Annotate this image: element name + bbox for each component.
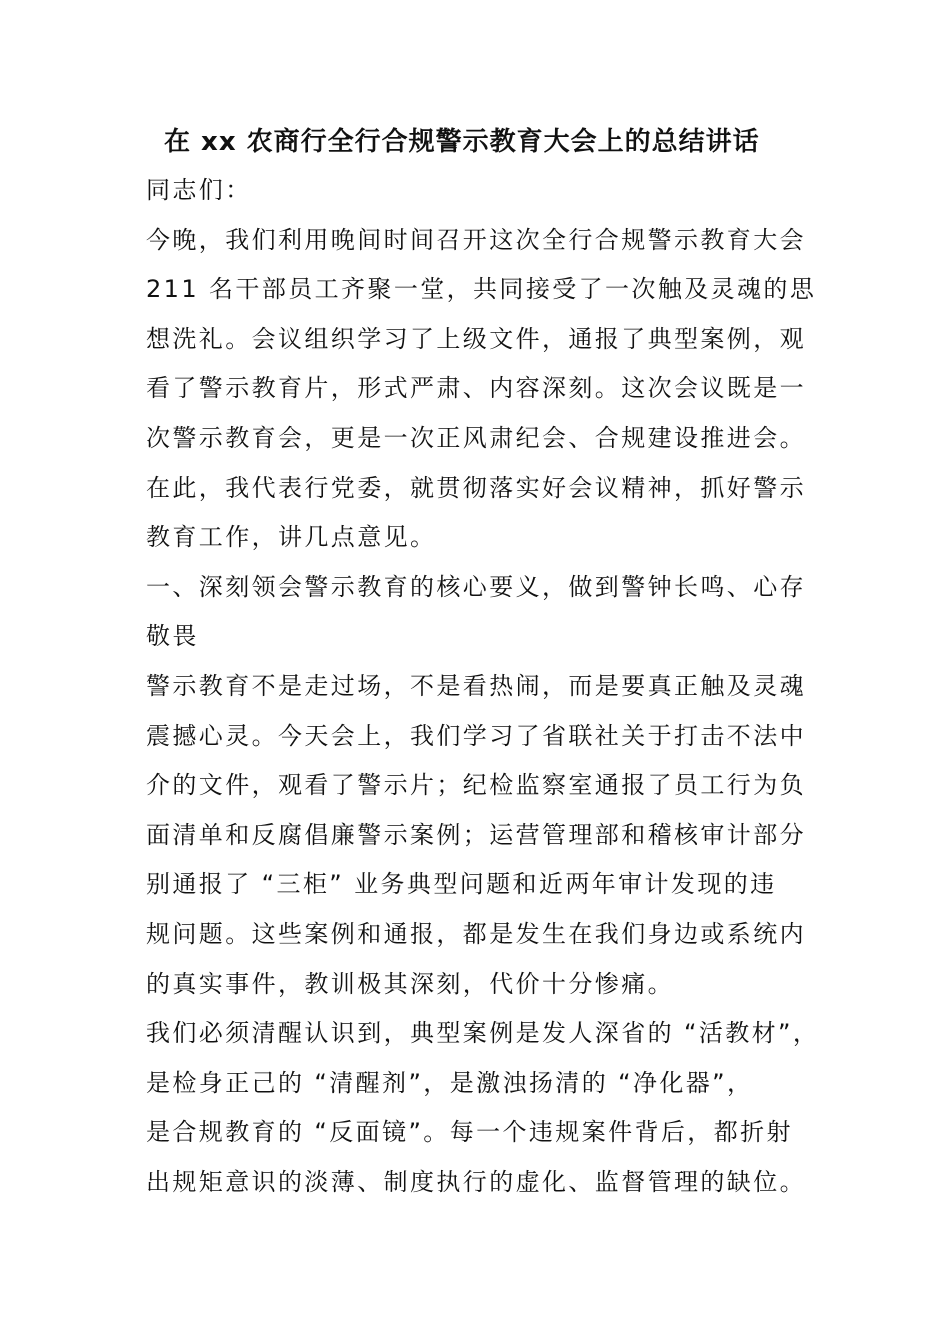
body-line: 211 名干部员工齐聚一堂，共同接受了一次触及灵魂的思 <box>146 275 817 304</box>
body-line: 教育工作，讲几点意见。 <box>146 523 437 552</box>
body-line: 面清单和反腐倡廉警示案例；运营管理部和稽核审计部分 <box>146 820 806 849</box>
body-line: 我们必须清醒认识到，典型案例是发人深省的 “活教材”， <box>146 1019 820 1048</box>
body-line: 是检身正己的 “清醒剂”，是激浊扬清的 “净化器”， <box>146 1068 754 1097</box>
section-heading-line: 敬畏 <box>146 622 199 651</box>
document-body <box>146 166 820 1207</box>
body-line: 出规矩意识的淡薄、制度执行的虚化、监督管理的缺位。 <box>146 1167 806 1196</box>
body-line: 的真实事件，教训极其深刻，代价十分惨痛。 <box>146 969 674 998</box>
body-line: 规问题。这些案例和通报，都是发生在我们身边或系统内 <box>146 919 806 948</box>
document-title: 在 xx 农商行全行合规警示教育大会上的总结讲话 <box>164 127 760 157</box>
body-line: 介的文件，观看了警示片；纪检监察室通报了员工行为负 <box>146 771 806 800</box>
document-page <box>146 118 820 1207</box>
body-line: 是合规教育的 “反面镜”。每一个违规案件背后，都折射 <box>146 1118 793 1147</box>
body-line: 同志们： <box>146 176 252 204</box>
body-line: 想洗礼。会议组织学习了上级文件，通报了典型案例，观 <box>146 324 806 353</box>
body-line: 在此，我代表行党委，就贯彻落实好会议精神，抓好警示 <box>146 473 806 502</box>
body-line: 别通报了 “三柜” 业务典型问题和近两年审计发现的违 <box>146 870 777 899</box>
body-line: 看了警示教育片，形式严肃、内容深刻。这次会议既是一 <box>146 374 806 403</box>
body-line: 今晚，我们利用晚间时间召开这次全行合规警示教育大会 <box>146 225 806 254</box>
body-line: 警示教育不是走过场，不是看热闹，而是要真正触及灵魂 <box>146 671 806 700</box>
body-line: 震撼心灵。今天会上，我们学习了省联社关于打击不法中 <box>146 721 806 750</box>
body-line: 次警示教育会，更是一次正风肃纪会、合规建设推进会。 <box>146 423 806 452</box>
section-heading-line: 一、深刻领会警示教育的核心要义，做到警钟长鸣、心存 <box>146 572 806 601</box>
